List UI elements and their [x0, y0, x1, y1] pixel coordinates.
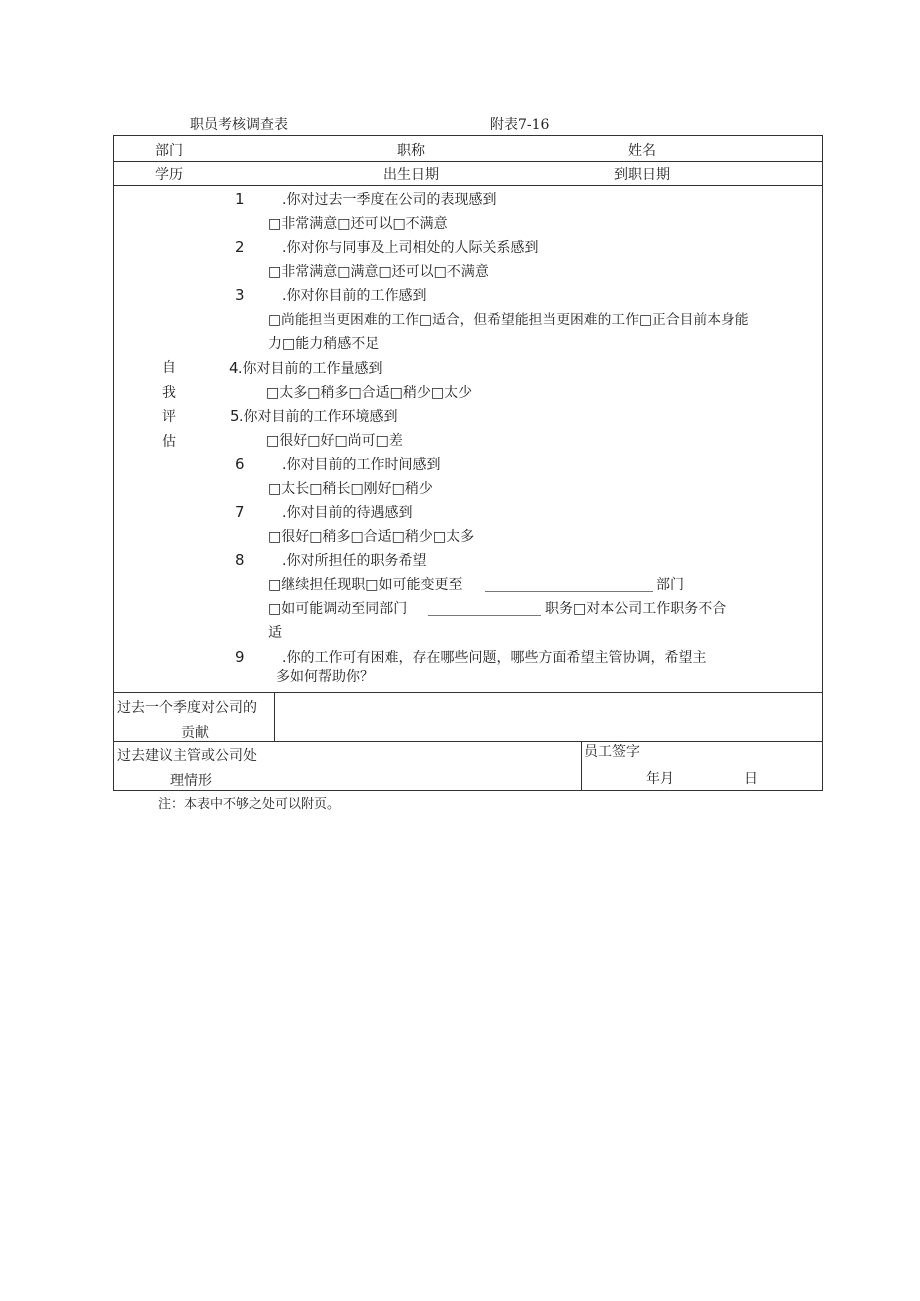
- question-number: 7: [235, 503, 245, 521]
- footnote: 注：本表中不够之处可以附页。: [158, 797, 341, 812]
- position-blank[interactable]: [428, 615, 541, 616]
- date-year-month: 年月: [646, 771, 674, 787]
- question-options[interactable]: 职务□对本公司工作职务不合: [545, 601, 727, 617]
- question-options: 适: [268, 625, 282, 641]
- question-text: .你对你与同事及上司相处的人际关系感到: [282, 240, 539, 256]
- suggestion-field[interactable]: [276, 743, 579, 789]
- contribution-field[interactable]: [276, 694, 821, 740]
- side-char: 估: [162, 434, 176, 450]
- question-text: 多如何帮助你？: [276, 669, 374, 685]
- question-options[interactable]: □很好□稍多□合适□稍少□太多: [268, 529, 475, 545]
- question-options[interactable]: □继续担任现职□如可能变更至: [268, 577, 463, 593]
- question-number: 6: [235, 455, 245, 473]
- row-divider: [113, 741, 823, 742]
- question-options[interactable]: □太多□稍多□合适□稍少□太少: [266, 385, 473, 401]
- question-text: .你对你目前的工作感到: [282, 288, 427, 304]
- appendix-number: 附表7-16: [490, 117, 550, 133]
- question-options[interactable]: □尚能担当更困难的工作□适合，但希望能担当更困难的工作□正合目前本身能: [268, 312, 749, 328]
- row-divider: [113, 185, 823, 186]
- question-text: .你对过去一季度在公司的表现感到: [282, 192, 497, 208]
- question-options[interactable]: □很好□好□尚可□差: [266, 433, 403, 449]
- department-blank[interactable]: [485, 591, 653, 592]
- question-options[interactable]: 力□能力稍感不足: [268, 336, 380, 352]
- contribution-label: 过去一个季度对公司的: [117, 700, 257, 716]
- question-options[interactable]: □非常满意□还可以□不满意: [268, 216, 448, 232]
- department-label: 部门: [155, 143, 183, 159]
- form-title: 职员考核调查表: [190, 117, 288, 133]
- question-number: 2: [235, 238, 245, 256]
- question-text: .你的工作可有困难，存在哪些问题，哪些方面希望主管协调，希望主: [282, 650, 707, 666]
- birth-date-label: 出生日期: [383, 167, 439, 183]
- side-char: 我: [162, 385, 176, 401]
- question-options[interactable]: □如可能调动至同部门: [268, 601, 408, 617]
- contribution-divider: [274, 692, 275, 741]
- question-text: .你对所担任的职务希望: [282, 553, 427, 569]
- question-number: 9: [235, 648, 245, 666]
- table-bottom-border: [113, 790, 823, 791]
- question-number: 1: [235, 190, 245, 208]
- date-day: 日: [744, 771, 758, 787]
- name-label: 姓名: [628, 143, 656, 159]
- suggestion-label: 理情形: [170, 773, 212, 789]
- question-options: 部门: [656, 577, 684, 593]
- join-date-label: 到职日期: [614, 167, 670, 183]
- question-text: .你对目前的待遇感到: [282, 505, 413, 521]
- question-options[interactable]: □太长□稍长□刚好□稍少: [268, 481, 433, 497]
- signature-divider: [581, 741, 582, 790]
- side-char: 评: [162, 409, 176, 425]
- question-number: 8: [235, 551, 245, 569]
- question-number: 4: [229, 359, 239, 377]
- row-divider: [113, 692, 823, 693]
- position-label: 职称: [397, 143, 425, 159]
- side-char: 自: [162, 360, 176, 376]
- contribution-label: 贡献: [181, 725, 209, 741]
- question-text: .你对目前的工作环境感到: [239, 409, 398, 425]
- question-text: .你对目前的工作时间感到: [282, 457, 441, 473]
- question-options[interactable]: □非常满意□满意□还可以□不满意: [268, 264, 489, 280]
- row-divider: [113, 161, 823, 162]
- question-text: .你对目前的工作量感到: [238, 361, 383, 377]
- education-label: 学历: [155, 167, 183, 183]
- table-top-border: [113, 135, 823, 136]
- suggestion-label: 过去建议主管或公司处: [117, 748, 257, 764]
- question-number: 3: [235, 286, 245, 304]
- signature-label: 员工签字: [584, 744, 640, 760]
- question-number: 5: [230, 407, 240, 425]
